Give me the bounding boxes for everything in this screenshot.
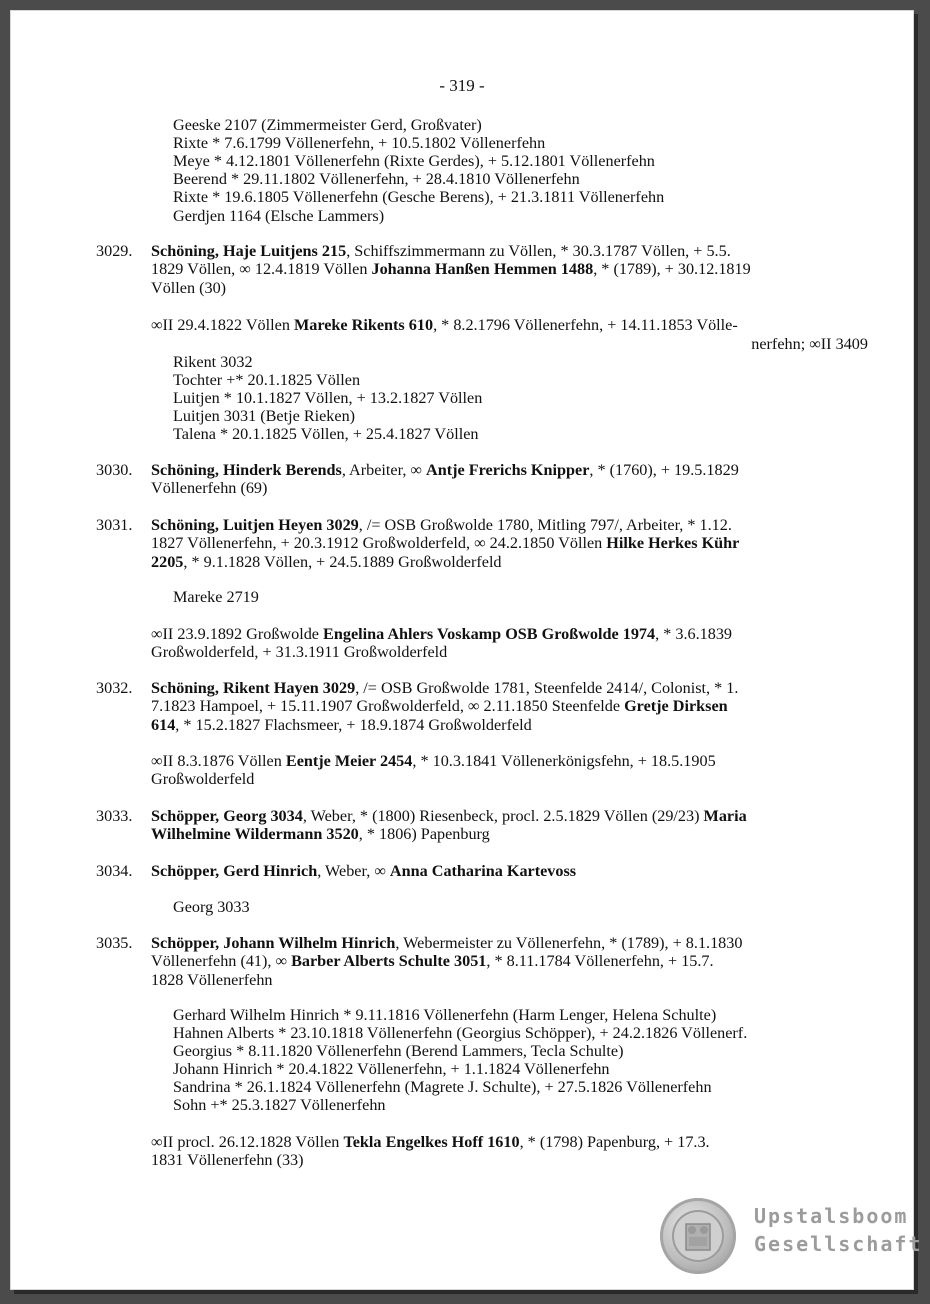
spouse-name: Maria	[703, 807, 747, 825]
upstalsboom-logo	[660, 1198, 923, 1276]
seal-icon	[660, 1198, 736, 1274]
entry-name: Schöpper, Johann Wilhelm Hinrich	[151, 934, 396, 952]
entry-text: Schöpper, Georg 3034, Weber, * (1800) Riesenbeck, procl. 2.5.1829 Völlen (29/23) Maria Wilhelmine Wildermann 3520, * 1806) Papenburg	[151, 807, 747, 844]
spouse-name: Tekla Engelkes Hoff 1610	[343, 1133, 520, 1151]
list-item: Hahnen Alberts * 23.10.1818 Völlenerfehn (Georgius Schöpper), + 24.2.1826 Völlenerf.	[173, 1024, 748, 1042]
second-marriage: ∞II 23.9.1892 Großwolde Engelina Ahlers Voskamp OSB Großwolde 1974, * 3.6.1839 Großwolderfeld, + 31.3.1911 Großwolderfeld	[151, 625, 733, 662]
spouse-name: Antje Frerichs Knipper	[426, 461, 590, 479]
logo-line-2: Gesellschaft	[754, 1232, 923, 1256]
entry-text: Schöning, Haje Luitjens 215, Schiffszimmermann zu Völlen, * 30.3.1787 Völlen, + 5.5. 1829 Völlen, ∞ 12.4.1819 Völlen Johanna Hanßen Hemmen 1488, * (1789), + 30.12.1819 Völlen (30)	[151, 242, 751, 297]
entry-number: 3034.	[96, 862, 133, 880]
entry-name: Schöpper, Gerd Hinrich	[151, 862, 318, 880]
list-item: Tochter +* 20.1.1825 Völlen	[173, 371, 361, 389]
list-item: Rikent 3032	[173, 353, 253, 371]
spouse-name: Barber Alberts Schulte 3051	[291, 952, 487, 971]
list-item: Talena * 20.1.1825 Völlen, + 25.4.1827 Völlen	[173, 425, 479, 443]
spouse-name: Mareke Rikents 610	[293, 316, 434, 334]
page-number: - 319 -	[439, 76, 485, 95]
spouse-name: Gretje Dirksen	[624, 697, 728, 716]
list-item: Mareke 2719	[173, 588, 259, 606]
entry-text: Schöning, Rikent Hayen 3029, /= OSB Großwolde 1781, Steenfelde 2414/, Colonist, * 1. 7.1823 Hampoel, + 15.11.1907 Großwolderfeld, ∞ 2.11.1850 Steenfelde Gretje Dirksen 614, * 15.2.1827 Flachsmeer, + 18.9.1874 Großwolderfeld	[151, 679, 739, 734]
list-item: Georg 3033	[173, 898, 250, 916]
spouse-name: Anna Catharina Kartevoss	[389, 862, 577, 880]
second-marriage: ∞II 29.4.1822 Völlen Mareke Rikents 610, * 8.2.1796 Völlenerfehn, + 14.11.1853 Völle-	[151, 316, 738, 334]
spouse-name-cont: Wilhelmine Wildermann 3520	[151, 825, 359, 844]
entry-name: Schöning, Hinderk Berends	[151, 461, 342, 479]
list-item: Johann Hinrich * 20.4.1822 Völlenerfehn, + 1.1.1824 Völlenerfehn	[173, 1060, 610, 1078]
entry-text: Schöpper, Gerd Hinrich, Weber, ∞ Anna Catharina Kartevoss	[151, 862, 577, 880]
second-marriage-cont: nerfehn; ∞II 3409	[751, 335, 868, 353]
entry-number: 3035.	[96, 934, 133, 952]
entry-number: 3032.	[96, 679, 133, 697]
list-item: Rixte * 19.6.1805 Völlenerfehn (Gesche Berens), + 21.3.1811 Völlenerfehn	[173, 188, 665, 206]
spouse-name: Hilke Herkes Kühr	[606, 534, 740, 553]
second-marriage: ∞II 8.3.1876 Völlen Eentje Meier 2454, * 10.3.1841 Völlenerkönigsfehn, + 18.5.1905 Großwolderfeld	[151, 752, 716, 789]
entry-text: Schöning, Hinderk Berends, Arbeiter, ∞ Antje Frerichs Knipper, * (1760), + 19.5.1829 Völlenerfehn (69)	[151, 461, 739, 498]
logo-line-1: Upstalsboom	[754, 1204, 909, 1228]
entry-name: Schöning, Haje Luitjens 215	[151, 242, 347, 260]
list-item: Luitjen 3031 (Betje Rieken)	[173, 407, 356, 425]
entry-name: Schöpper, Georg 3034	[151, 807, 303, 825]
list-item: Sandrina * 26.1.1824 Völlenerfehn (Magrete J. Schulte), + 27.5.1826 Völlenerfehn	[173, 1078, 712, 1096]
entry-name: Schöning, Rikent Hayen 3029	[151, 679, 356, 697]
entry-number: 3030.	[96, 461, 133, 479]
entry-number: 3029.	[96, 242, 133, 260]
list-item: Beerend * 29.11.1802 Völlenerfehn, + 28.4.1810 Völlenerfehn	[173, 170, 580, 188]
spouse-name: Engelina Ahlers Voskamp OSB Großwolde 1974	[323, 625, 656, 643]
list-item: Gerdjen 1164 (Elsche Lammers)	[173, 207, 385, 225]
second-marriage: ∞II procl. 26.12.1828 Völlen Tekla Engelkes Hoff 1610, * (1798) Papenburg, + 17.3. 1831 Völlenerfehn (33)	[151, 1133, 710, 1170]
list-item: Rixte * 7.6.1799 Völlenerfehn, + 10.5.1802 Völlenerfehn	[173, 134, 546, 152]
entry-number: 3033.	[96, 807, 133, 825]
spouse-id: 2205	[151, 552, 184, 571]
document-page	[10, 10, 923, 1290]
entry-text: Schöning, Luitjen Heyen 3029, /= OSB Großwolde 1780, Mitling 797/, Arbeiter, * 1.12. 1827 Völlenerfehn, + 20.3.1912 Großwolderfeld, ∞ 24.2.1850 Völlen Hilke Herkes Kühr 2205, * 9.1.1828 Völlen, + 24.5.1889 Großwolderfeld	[151, 516, 740, 571]
list-item: Gerhard Wilhelm Hinrich * 9.11.1816 Völlenerfehn (Harm Lenger, Helena Schulte)	[173, 1006, 717, 1024]
entry-text: Schöpper, Johann Wilhelm Hinrich, Webermeister zu Völlenerfehn, * (1789), + 8.1.1830 Völlenerfehn (41), ∞ Barber Alberts Schulte 3051, * 8.11.1784 Völlenerfehn, + 15.7. 1828 Völlenerfehn	[151, 934, 743, 989]
spouse-name: Johanna Hanßen Hemmen 1488	[371, 260, 594, 279]
list-item: Luitjen * 10.1.1827 Völlen, + 13.2.1827 Völlen	[173, 389, 483, 407]
list-item: Sohn +* 25.3.1827 Völlenerfehn	[173, 1096, 386, 1114]
list-item: Georgius * 8.11.1820 Völlenerfehn (Berend Lammers, Tecla Schulte)	[173, 1042, 624, 1060]
entry-name: Schöning, Luitjen Heyen 3029	[151, 516, 359, 534]
list-item: Geeske 2107 (Zimmermeister Gerd, Großvater)	[173, 116, 482, 134]
list-item: Meye * 4.12.1801 Völlenerfehn (Rixte Gerdes), + 5.12.1801 Völlenerfehn	[173, 152, 655, 170]
spouse-name: Eentje Meier 2454	[285, 752, 413, 770]
spouse-id: 614	[151, 715, 176, 734]
entry-number: 3031.	[96, 516, 133, 534]
